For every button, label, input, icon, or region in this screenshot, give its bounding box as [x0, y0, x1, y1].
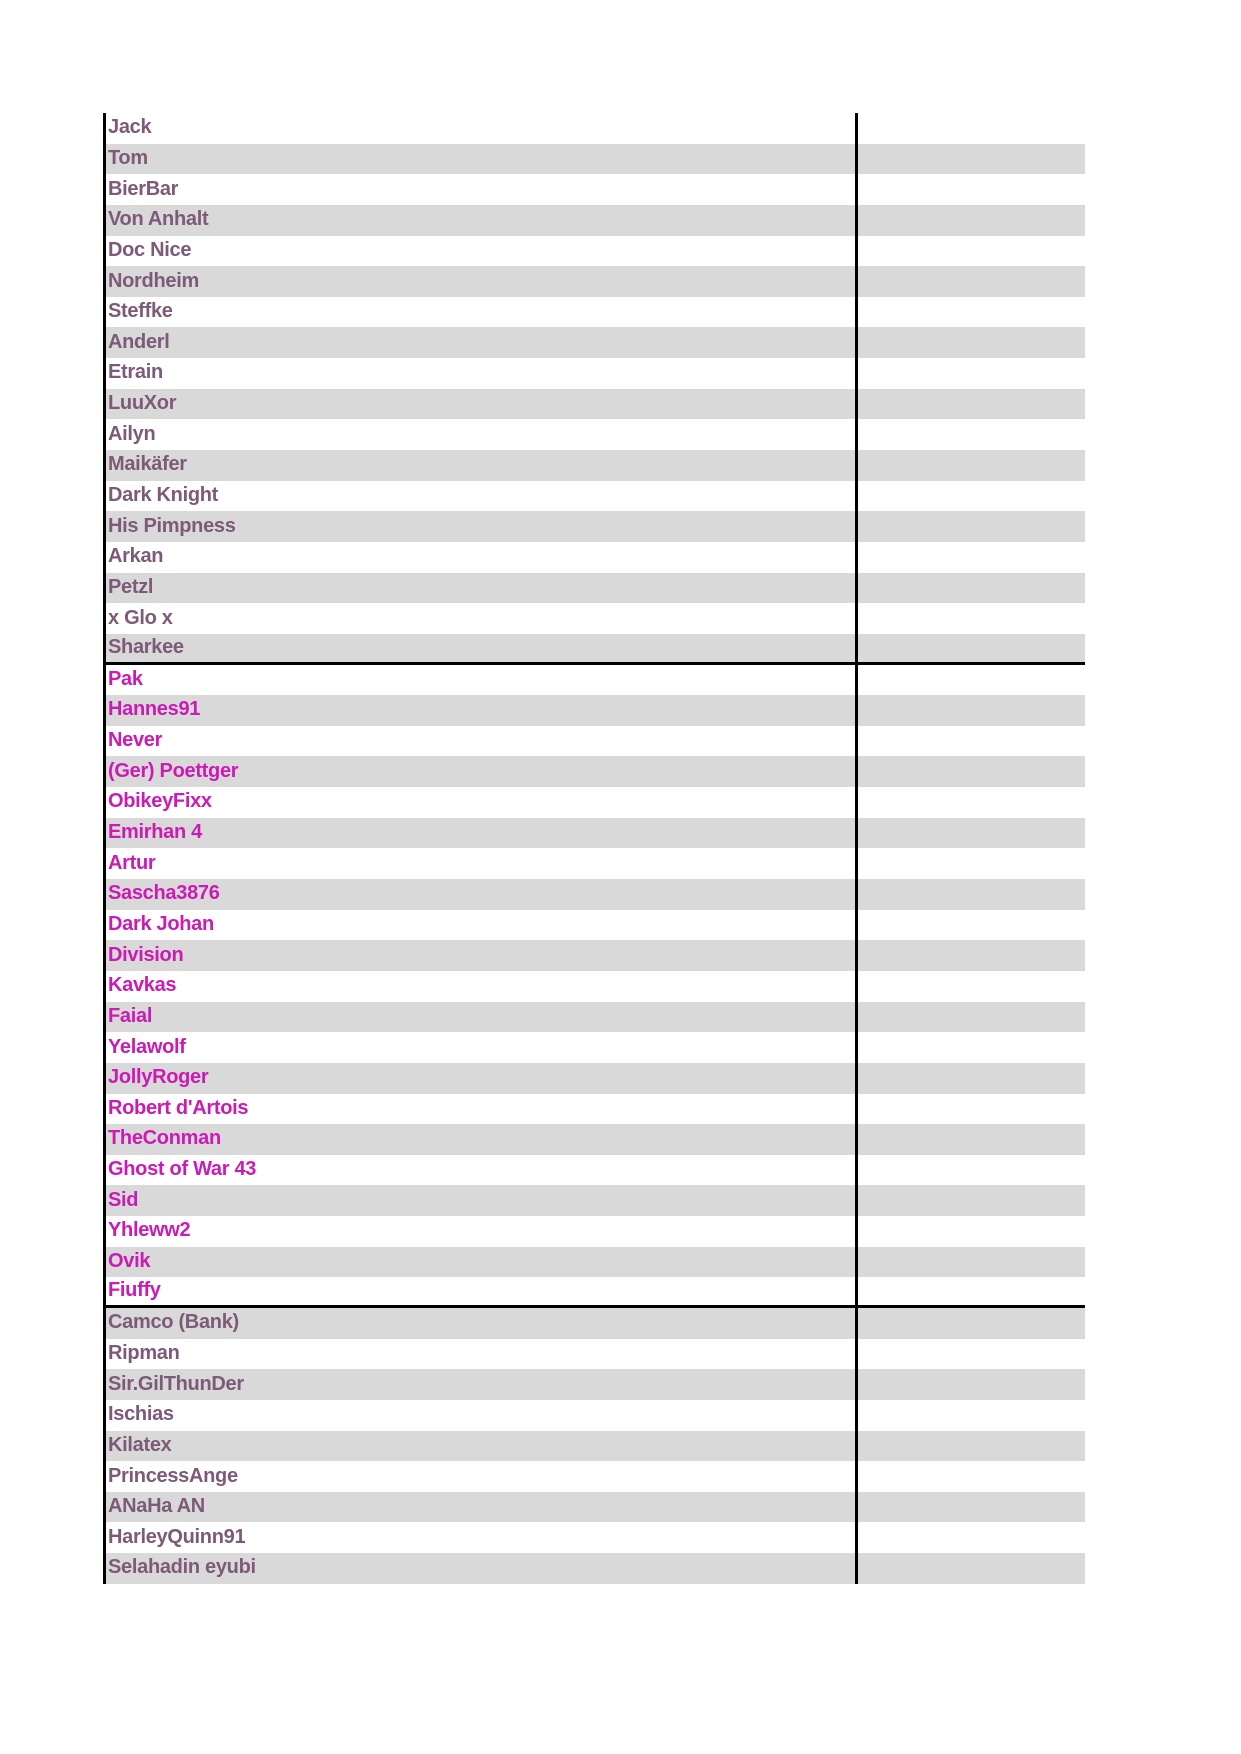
table-row — [103, 1155, 1085, 1186]
value-cell[interactable] — [855, 174, 1085, 205]
table-row — [103, 419, 1085, 450]
value-cell[interactable] — [855, 1185, 1085, 1216]
table-row — [103, 818, 1085, 849]
player-name: Camco (Bank) — [108, 1311, 239, 1334]
value-cell[interactable] — [855, 1522, 1085, 1553]
player-name: Pak — [108, 667, 143, 690]
value-cell[interactable] — [855, 573, 1085, 604]
player-name: x Glo x — [108, 606, 173, 629]
name-cell[interactable] — [103, 1553, 855, 1584]
table-row — [103, 1063, 1085, 1094]
table-row — [103, 1461, 1085, 1492]
player-name: Sir.GilThunDer — [108, 1372, 244, 1395]
player-name: Anderl — [108, 330, 170, 353]
table-row — [103, 450, 1085, 481]
name-cell[interactable] — [103, 511, 855, 542]
player-name: Yhleww2 — [108, 1219, 191, 1242]
value-cell[interactable] — [855, 1277, 1085, 1305]
player-name: JollyRoger — [108, 1066, 209, 1089]
table-row — [103, 113, 1085, 144]
name-cell[interactable] — [103, 542, 855, 573]
table-row — [103, 389, 1085, 420]
value-cell[interactable] — [855, 1002, 1085, 1033]
player-name: Emirhan 4 — [108, 821, 202, 844]
table-row — [103, 910, 1085, 941]
table-row — [103, 266, 1085, 297]
value-cell[interactable] — [855, 419, 1085, 450]
table-row — [103, 205, 1085, 236]
player-name: Hannes91 — [108, 698, 201, 721]
player-name: Ghost of War 43 — [108, 1158, 257, 1181]
player-name: Jack — [108, 116, 152, 139]
player-name: Dark Johan — [108, 913, 214, 936]
value-cell[interactable] — [855, 327, 1085, 358]
value-cell[interactable] — [855, 879, 1085, 910]
name-cell[interactable] — [103, 1185, 855, 1216]
name-cell[interactable] — [103, 1308, 855, 1339]
value-cell[interactable] — [855, 542, 1085, 573]
player-name: Doc Nice — [108, 238, 192, 261]
player-name: Ripman — [108, 1341, 180, 1364]
player-name: BierBar — [108, 177, 179, 200]
value-cell[interactable] — [855, 358, 1085, 389]
name-cell[interactable] — [103, 481, 855, 512]
table-row — [103, 358, 1085, 389]
name-cell[interactable] — [103, 358, 855, 389]
name-cell[interactable] — [103, 419, 855, 450]
value-cell[interactable] — [855, 1553, 1085, 1584]
value-cell[interactable] — [855, 726, 1085, 757]
name-cell[interactable] — [103, 848, 855, 879]
value-cell[interactable] — [855, 297, 1085, 328]
table-row — [103, 511, 1085, 542]
name-cell[interactable] — [103, 1492, 855, 1523]
value-cell[interactable] — [855, 1155, 1085, 1186]
table-row — [103, 144, 1085, 175]
player-name: (Ger) Poettger — [108, 759, 239, 782]
table-row — [103, 1369, 1085, 1400]
value-cell[interactable] — [855, 1063, 1085, 1094]
name-cell[interactable] — [103, 236, 855, 267]
table-row — [103, 603, 1085, 634]
table-row — [103, 481, 1085, 512]
name-cell[interactable] — [103, 818, 855, 849]
name-cell[interactable] — [103, 205, 855, 236]
name-cell[interactable] — [103, 1155, 855, 1186]
name-cell[interactable] — [103, 1431, 855, 1462]
table-row — [103, 695, 1085, 726]
value-cell[interactable] — [855, 1308, 1085, 1339]
player-name: Arkan — [108, 545, 164, 568]
player-name: His Pimpness — [108, 514, 236, 537]
value-cell[interactable] — [855, 603, 1085, 634]
value-cell[interactable] — [855, 511, 1085, 542]
player-name: Dark Knight — [108, 484, 219, 507]
name-cell[interactable] — [103, 573, 855, 604]
name-cell[interactable] — [103, 144, 855, 175]
player-name: TheConman — [108, 1127, 221, 1150]
table-row — [103, 1492, 1085, 1523]
table-row — [103, 1400, 1085, 1431]
player-name: Robert d'Artois — [108, 1096, 249, 1119]
value-cell[interactable] — [855, 848, 1085, 879]
player-name: Maikäfer — [108, 453, 187, 476]
name-cell[interactable] — [103, 603, 855, 634]
name-cell[interactable] — [103, 695, 855, 726]
player-name: Selahadin eyubi — [108, 1556, 256, 1579]
value-cell[interactable] — [855, 1094, 1085, 1125]
value-cell[interactable] — [855, 910, 1085, 941]
value-cell[interactable] — [855, 1247, 1085, 1278]
player-name: ObikeyFixx — [108, 790, 212, 813]
table-row — [103, 1032, 1085, 1063]
name-cell[interactable] — [103, 1339, 855, 1370]
player-name: Faial — [108, 1004, 153, 1027]
name-cell[interactable] — [103, 726, 855, 757]
name-cell[interactable] — [103, 297, 855, 328]
player-name: Artur — [108, 851, 156, 874]
name-cell[interactable] — [103, 1216, 855, 1247]
table-row — [103, 327, 1085, 358]
player-name: Kavkas — [108, 974, 177, 997]
table-row — [103, 1247, 1085, 1278]
player-name: LuuXor — [108, 392, 177, 415]
table-row — [103, 1124, 1085, 1155]
name-cell[interactable] — [103, 327, 855, 358]
table-row — [103, 665, 1085, 696]
table-row — [103, 1277, 1085, 1308]
value-cell[interactable] — [855, 787, 1085, 818]
name-cell[interactable] — [103, 756, 855, 787]
name-cell[interactable] — [103, 450, 855, 481]
table-row — [103, 1339, 1085, 1370]
player-name: Petzl — [108, 575, 154, 598]
name-cell[interactable] — [103, 879, 855, 910]
player-name: Von Anhalt — [108, 208, 209, 231]
table-row — [103, 1094, 1085, 1125]
value-cell[interactable] — [855, 1339, 1085, 1370]
value-cell[interactable] — [855, 1032, 1085, 1063]
name-cell[interactable] — [103, 1124, 855, 1155]
value-cell[interactable] — [855, 266, 1085, 297]
player-name: Kilatex — [108, 1433, 172, 1456]
name-cell[interactable] — [103, 1277, 855, 1305]
name-cell[interactable] — [103, 174, 855, 205]
table-row — [103, 787, 1085, 818]
player-name: Ailyn — [108, 422, 156, 445]
name-cell[interactable] — [103, 971, 855, 1002]
table-row — [103, 236, 1085, 267]
value-cell[interactable] — [855, 1124, 1085, 1155]
player-name: Never — [108, 729, 163, 752]
name-cell[interactable] — [103, 1094, 855, 1125]
value-cell[interactable] — [855, 695, 1085, 726]
name-cell[interactable] — [103, 1032, 855, 1063]
name-cell[interactable] — [103, 389, 855, 420]
player-name: Ovik — [108, 1250, 151, 1273]
value-cell[interactable] — [855, 756, 1085, 787]
value-cell[interactable] — [855, 665, 1085, 696]
table-row — [103, 848, 1085, 879]
table-row — [103, 940, 1085, 971]
value-cell[interactable] — [855, 205, 1085, 236]
name-list-sheet — [103, 113, 1085, 1584]
value-cell[interactable] — [855, 1369, 1085, 1400]
table-row — [103, 1431, 1085, 1462]
player-name: Nordheim — [108, 269, 199, 292]
player-name: Steffke — [108, 300, 173, 323]
table-row — [103, 1522, 1085, 1553]
table-row — [103, 542, 1085, 573]
table-row — [103, 174, 1085, 205]
table-row — [103, 573, 1085, 604]
value-cell[interactable] — [855, 389, 1085, 420]
value-cell[interactable] — [855, 1461, 1085, 1492]
name-cell[interactable] — [103, 910, 855, 941]
table-row — [103, 1216, 1085, 1247]
player-name: Tom — [108, 146, 148, 169]
table-row — [103, 756, 1085, 787]
table-row — [103, 634, 1085, 665]
table-row — [103, 297, 1085, 328]
name-cell[interactable] — [103, 1247, 855, 1278]
table-row — [103, 1553, 1085, 1584]
value-cell[interactable] — [855, 113, 1085, 144]
value-cell[interactable] — [855, 236, 1085, 267]
name-cell[interactable] — [103, 787, 855, 818]
player-name: Fiuffy — [108, 1279, 161, 1302]
name-cell[interactable] — [103, 665, 855, 696]
player-name: Ischias — [108, 1403, 174, 1426]
name-cell[interactable] — [103, 1063, 855, 1094]
player-name: PrincessAnge — [108, 1464, 238, 1487]
name-cell[interactable] — [103, 1400, 855, 1431]
name-cell[interactable] — [103, 113, 855, 144]
player-name: Sascha3876 — [108, 882, 220, 905]
name-cell[interactable] — [103, 634, 855, 662]
player-name: Division — [108, 943, 184, 966]
value-cell[interactable] — [855, 1216, 1085, 1247]
value-cell[interactable] — [855, 450, 1085, 481]
value-cell[interactable] — [855, 1400, 1085, 1431]
name-cell[interactable] — [103, 1461, 855, 1492]
table-row — [103, 971, 1085, 1002]
value-cell[interactable] — [855, 1431, 1085, 1462]
table-row — [103, 1308, 1085, 1339]
player-name: Sharkee — [108, 635, 184, 658]
value-cell[interactable] — [855, 940, 1085, 971]
value-cell[interactable] — [855, 1492, 1085, 1523]
table-row — [103, 1002, 1085, 1033]
name-cell[interactable] — [103, 1369, 855, 1400]
value-cell[interactable] — [855, 818, 1085, 849]
name-cell[interactable] — [103, 940, 855, 971]
name-cell[interactable] — [103, 1002, 855, 1033]
player-name: ANaHa AN — [108, 1495, 205, 1518]
name-cell[interactable] — [103, 266, 855, 297]
value-cell[interactable] — [855, 971, 1085, 1002]
name-cell[interactable] — [103, 1522, 855, 1553]
value-cell[interactable] — [855, 634, 1085, 662]
table-row — [103, 726, 1085, 757]
player-name: HarleyQuinn91 — [108, 1525, 246, 1548]
table-row — [103, 879, 1085, 910]
table-row — [103, 1185, 1085, 1216]
value-cell[interactable] — [855, 481, 1085, 512]
player-name: Sid — [108, 1188, 139, 1211]
value-cell[interactable] — [855, 144, 1085, 175]
player-name: Etrain — [108, 361, 163, 384]
player-name: Yelawolf — [108, 1035, 186, 1058]
